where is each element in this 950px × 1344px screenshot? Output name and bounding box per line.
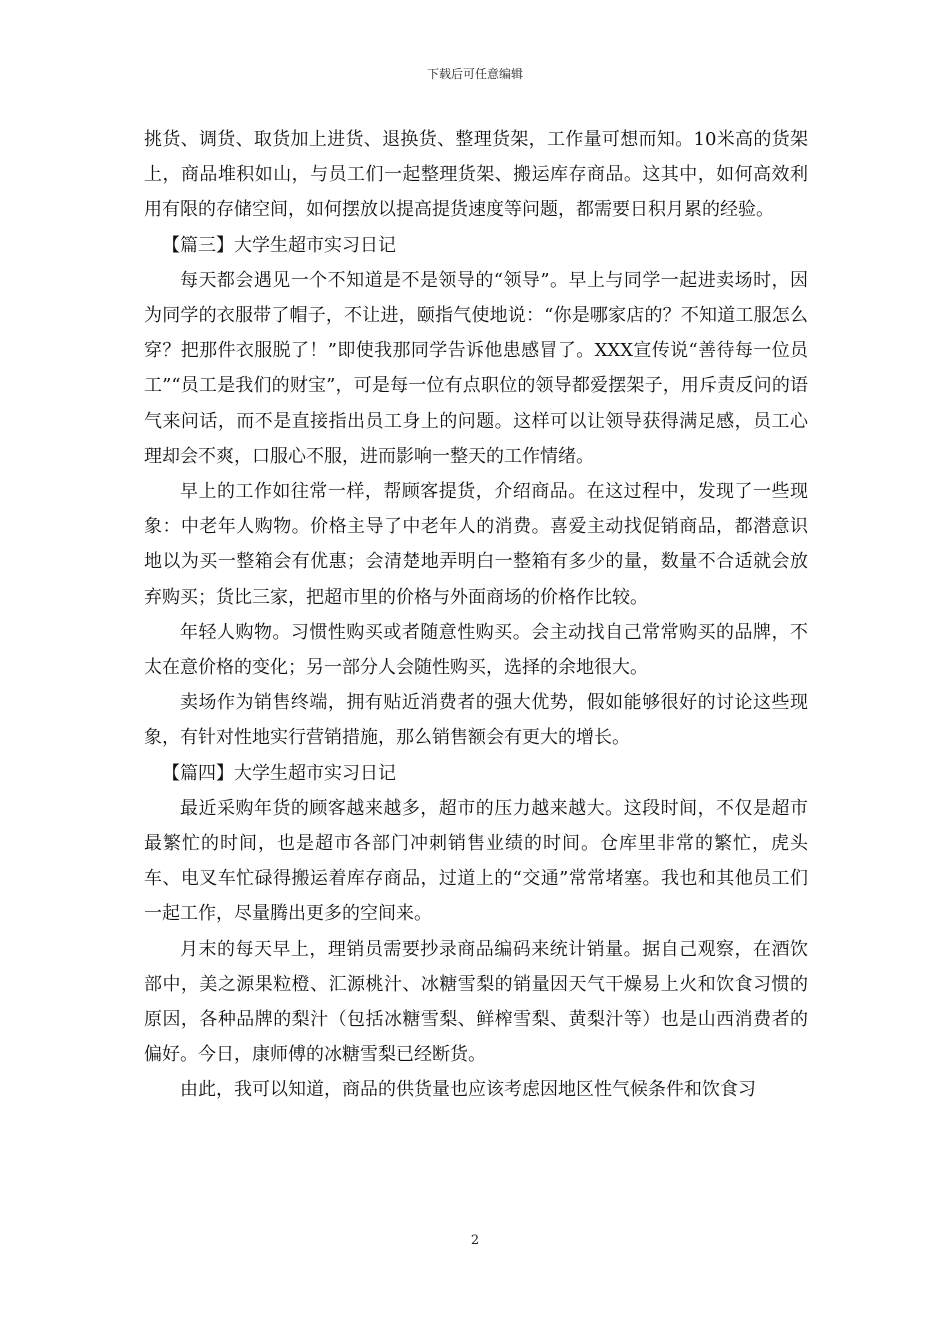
paragraph: 早上的工作如往常一样，帮顾客提货，介绍商品。在这过程中，发现了一些现象：中老年人购物。价格主导了中老年人的消费。喜爱主动找促销商品，都潜意识地以为买一整箱会有优惠；会清楚地弄明白一整箱有多少的量，数量不合适就会放弃购买；货比三家，把超市里的价格与外面商场的价格作比较。 [144, 481, 808, 608]
section-heading-part3: 【篇三】大学生超市实习日记 [162, 234, 396, 256]
paragraph: 年轻人购物。习惯性购买或者随意性购买。会主动找自己常常购买的品牌，不太在意价格的变化；另一部分人会随性购买，选择的余地很大。 [144, 621, 808, 679]
paragraph: 月末的每天早上，理销员需要抄录商品编码来统计销量。据自己观察，在酒饮部中，美之源果粒橙、汇源桃汁、冰糖雪梨的销量因天气干燥易上火和饮食习惯的原因，各种品牌的梨汁（包括冰糖雪梨、鲜榨雪梨、黄梨汁等）也是山西消费者的偏好。今日，康师傅的冰糖雪梨已经断货。 [144, 938, 808, 1066]
paragraph: 每天都会遇见一个不知道是不是领导的“领导”。早上与同学一起进卖场时，因为同学的衣服带了帽子，不让进，颐指气使地说：“你是哪家店的？不知道工服怎么穿？把那件衣服脱了！”即使我那同学告诉他患感冒了。XXX宣传说“善待每一位员工”“员工是我们的财宝”，可是每一位有点职位的领导都爱摆架子，用斥责反问的语气来问话，而不是直接指出员工身上的问题。这样可以让领导获得满足感，员工心理却会不爽，口服心不服，进而影响一整天的工作情绪。 [144, 269, 808, 467]
document-body [144, 122, 808, 1108]
section-heading-part4: 【篇四】大学生超市实习日记 [162, 762, 396, 784]
paragraph: 卖场作为销售终端，拥有贴近消费者的强大优势，假如能够很好的讨论这些现象，有针对性地实行营销措施，那么销售额会有更大的增长。 [144, 692, 808, 749]
paragraph: 最近采购年货的顾客越来越多，超市的压力越来越大。这段时间，不仅是超市最繁忙的时间，也是超市各部门冲刺销售业绩的时间。仓库里非常的繁忙，虎头车、电叉车忙碌得搬运着库存商品，过道上的“交通”常常堵塞。我也和其他员工们一起工作，尽量腾出更多的空间来。 [144, 797, 808, 925]
paragraph: 由此，我可以知道，商品的供货量也应该考虑因地区性气候条件和饮食习 [180, 1079, 756, 1101]
page-number: 2 [470, 1233, 480, 1248]
page-header: 下载后可任意编辑 [426, 67, 523, 81]
paragraph-continued: 挑货、调货、取货加上进货、退换货、整理货架，工作量可想而知。10米高的货架上，商品堆积如山，与员工们一起整理货架、搬运库存商品。这其中，如何高效利用有限的存储空间，如何摆放以提高提货速度等问题，都需要日积月累的经验。 [144, 129, 808, 221]
